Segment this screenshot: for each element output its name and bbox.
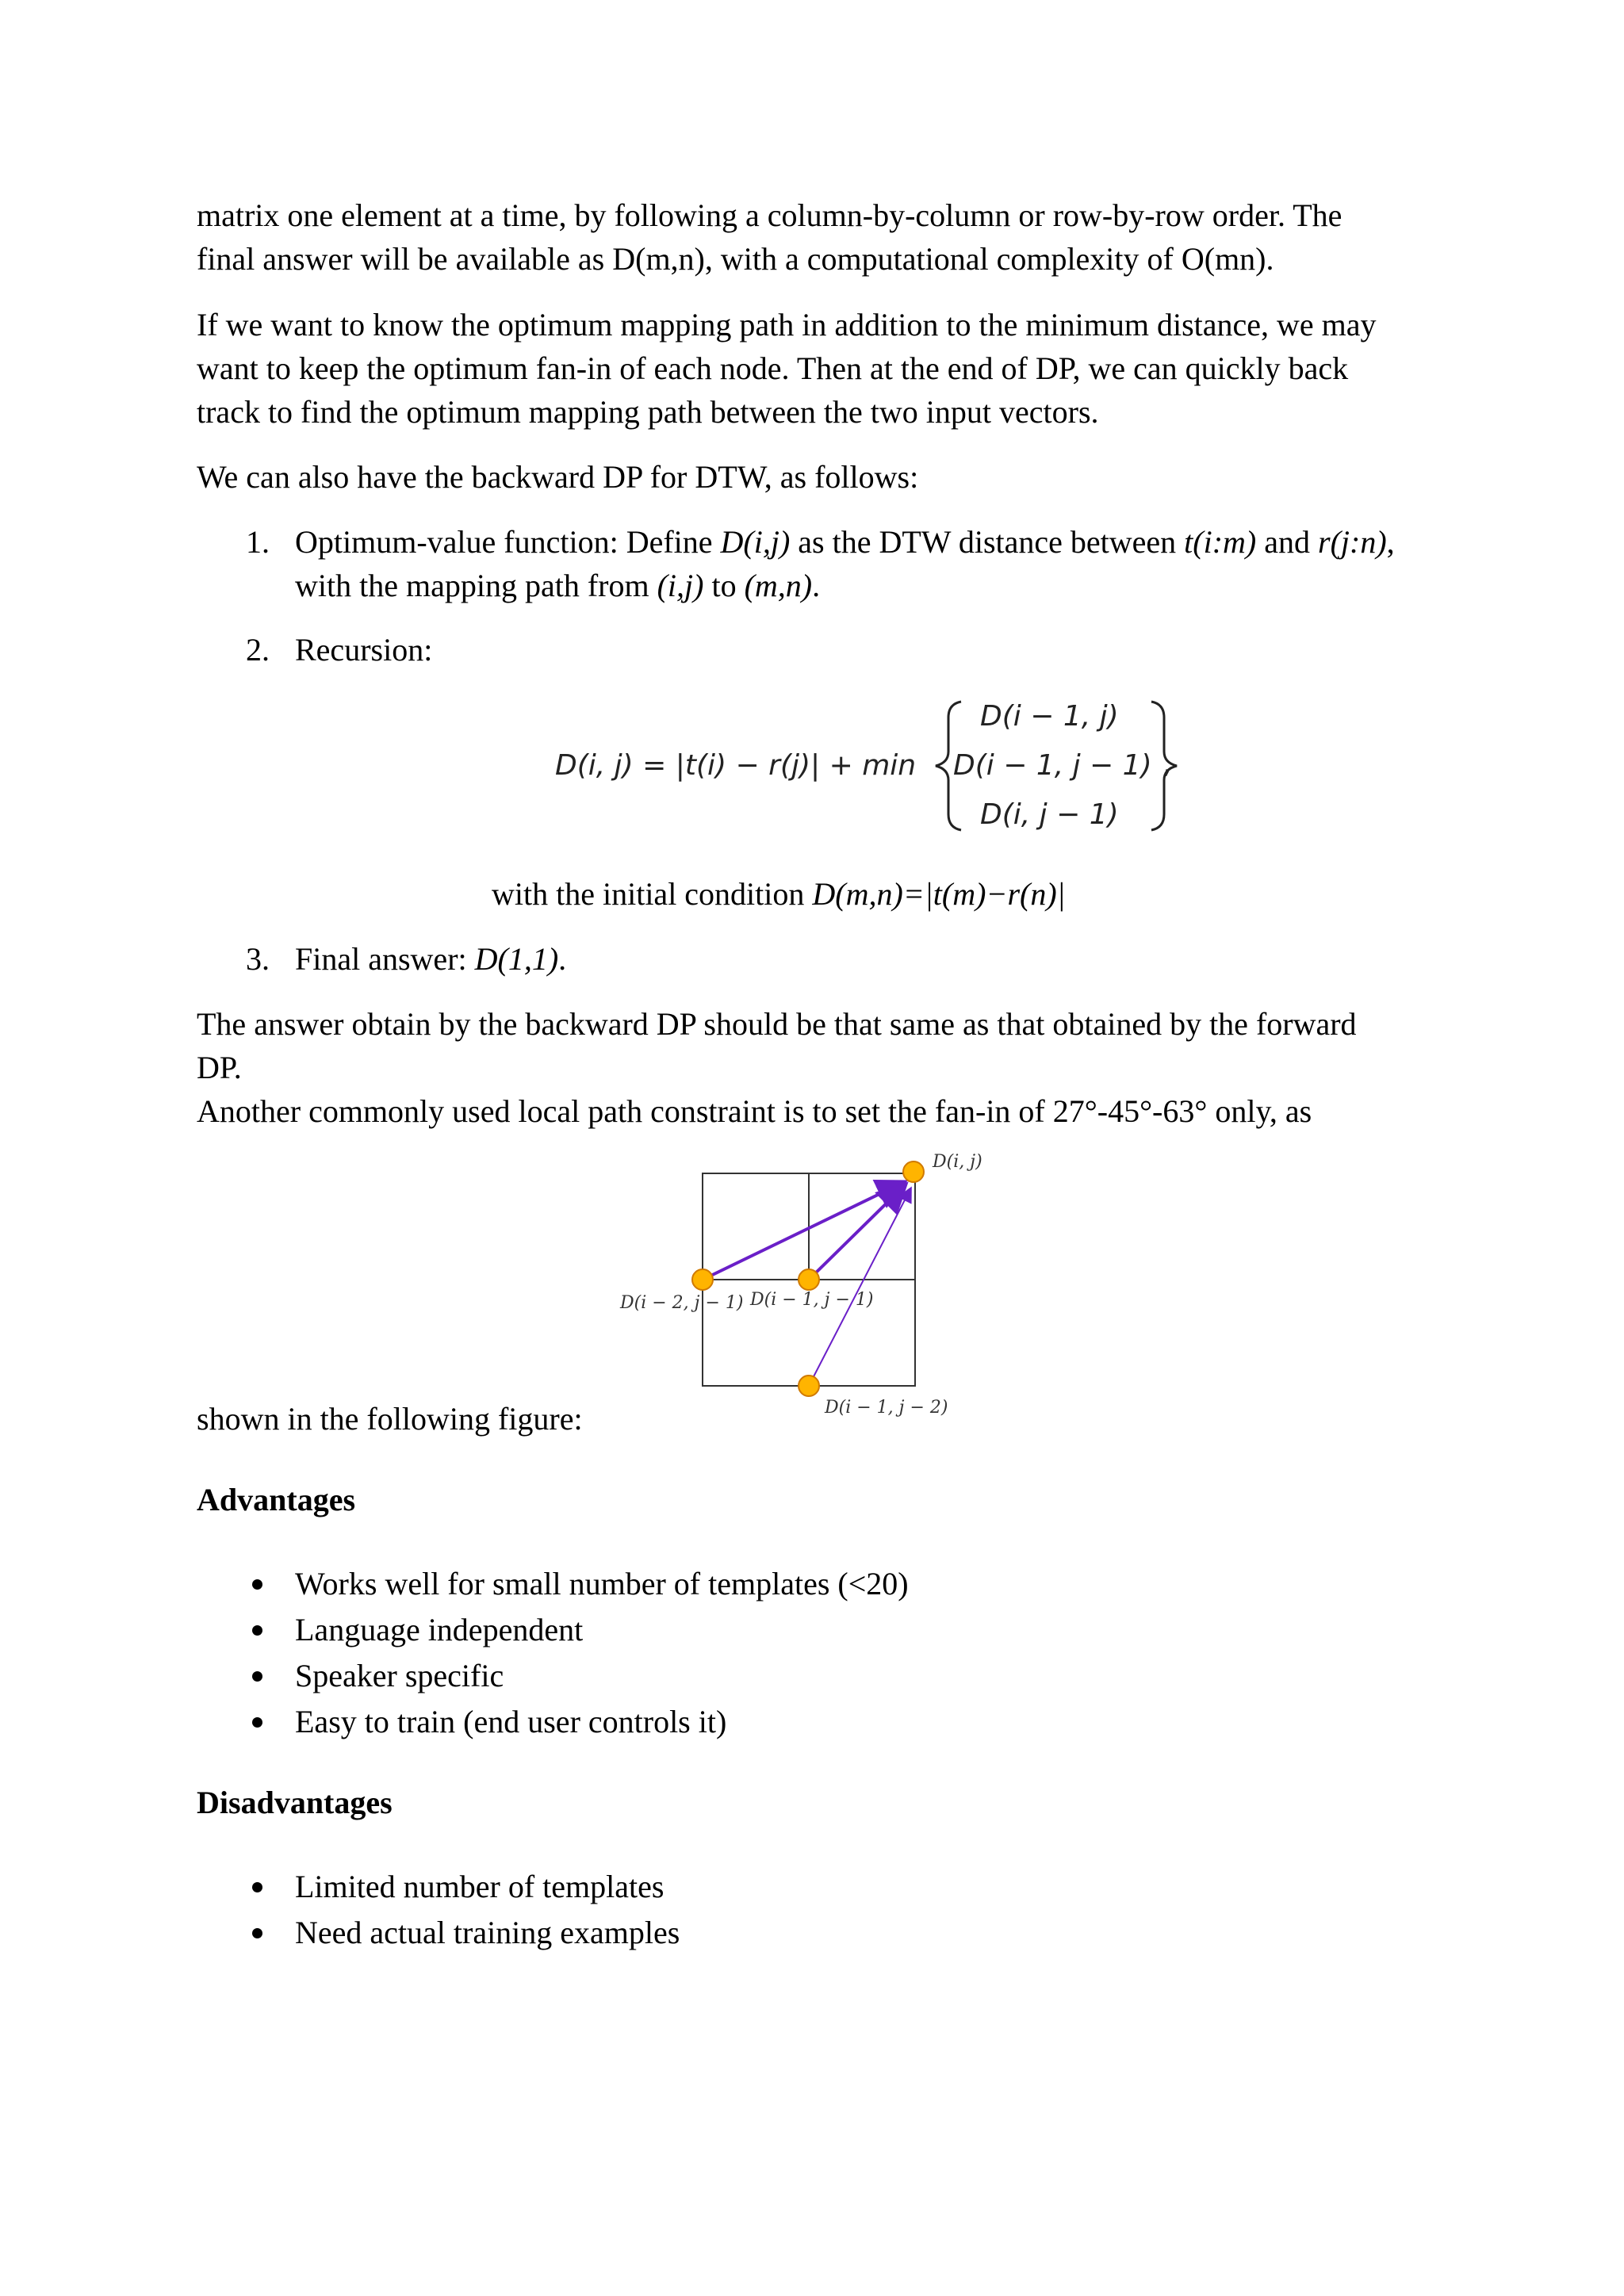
bullet-text: Speaker specific (295, 1658, 504, 1693)
bullet-dot (252, 1717, 262, 1728)
math-span: D(i,j) (720, 524, 791, 560)
text-span: with the initial condition (492, 876, 813, 912)
formula-trailing-comma: , (1162, 748, 1172, 780)
label-d-i-1-j-1: D(i − 1, j − 1) (750, 1290, 874, 1310)
math-span: (i,j) (657, 568, 704, 603)
text-span: and (1256, 524, 1318, 560)
text-line: The answer obtain by the backward DP should be that same as that obtained by the forward (197, 1006, 1357, 1042)
text-span: Optimum-value function: Define (295, 524, 721, 560)
formula-case-3: D(i, j − 1) (980, 798, 1119, 831)
label-d-i-j: D(i, j) (933, 1152, 982, 1172)
text-line: If we want to know the optimum mapping path in addition to the minimum distance, we may (197, 307, 1377, 342)
math-span: r(j:n) (1318, 524, 1387, 560)
formula-case-1: D(i − 1, j) (980, 700, 1119, 733)
bullet-dot (252, 1671, 262, 1682)
heading-advantages: Advantages (197, 1482, 356, 1517)
node-d-i-1-j-2 (799, 1376, 819, 1396)
node-d-i-1-j-1 (799, 1269, 819, 1290)
text-line: final answer will be available as D(m,n), with a computational complexity of O(mn). (197, 241, 1274, 277)
arrow-from-i-1-j-2 (809, 1189, 910, 1386)
formula-case-2: D(i − 1, j − 1) (953, 749, 1152, 782)
text-line: Another commonly used local path constraint is to set the fan-in of 27°-45°-63° only, as (197, 1093, 1312, 1129)
text-span: with the mapping path from (295, 568, 657, 603)
arrow-from-i-2-j-1 (703, 1183, 902, 1280)
bullet-text: Limited number of templates (295, 1869, 665, 1904)
text-line: DP. (197, 1050, 242, 1085)
text-span: , (1386, 524, 1395, 560)
text-span: Final answer: (295, 941, 475, 977)
arrow-from-i-1-j-1 (809, 1186, 904, 1280)
bullet-dot (252, 1882, 262, 1892)
bullet-text: Language independent (295, 1612, 584, 1647)
text-line: want to keep the optimum fan-in of each node. Then at the end of DP, we can quickly back (197, 350, 1349, 386)
text-span: as the DTW distance between (790, 524, 1185, 560)
text-span: to (703, 568, 745, 603)
list-number: 1. (246, 524, 270, 560)
bullet-text: Need actual training examples (295, 1915, 680, 1950)
list-body: Recursion: (295, 632, 433, 668)
math-span: (m,n) (744, 568, 813, 603)
heading-disadvantages: Disadvantages (197, 1785, 393, 1820)
label-d-i-1-j-2: D(i − 1, j − 2) (825, 1398, 948, 1418)
list-number: 3. (246, 941, 270, 977)
text-line: track to find the optimum mapping path between the two input vectors. (197, 394, 1099, 430)
bullet-text: Easy to train (end user controls it) (295, 1704, 727, 1739)
bullet-dot (252, 1625, 262, 1636)
node-d-i-j (903, 1161, 924, 1182)
bullet-dot (252, 1928, 262, 1938)
text-line: matrix one element at a time, by following a column-by-column or row-by-row order. The (197, 197, 1342, 233)
math-span: D(1,1) (474, 941, 559, 977)
text-span: . (558, 941, 567, 977)
text-line: shown in the following figure: (197, 1401, 583, 1437)
text-span: . (812, 568, 821, 603)
list-number: 2. (246, 632, 270, 668)
text-line: We can also have the backward DP for DTW, as follows: (197, 459, 919, 495)
formula-lhs: D(i, j) = |t(i) − r(j)| + min (555, 749, 917, 782)
math-span: t(i:m) (1184, 524, 1257, 560)
paragraph-figure-caption-lead (197, 1397, 1434, 1441)
node-d-i-2-j-1 (692, 1269, 713, 1290)
bullet-dot (252, 1579, 262, 1590)
bullet-text: Works well for small number of templates (<20) (295, 1566, 909, 1601)
math-span: D(m,n)=|t(m)−r(n)| (812, 876, 1066, 912)
label-d-i-2-j-1: D(i − 2, j − 1) (620, 1293, 744, 1313)
